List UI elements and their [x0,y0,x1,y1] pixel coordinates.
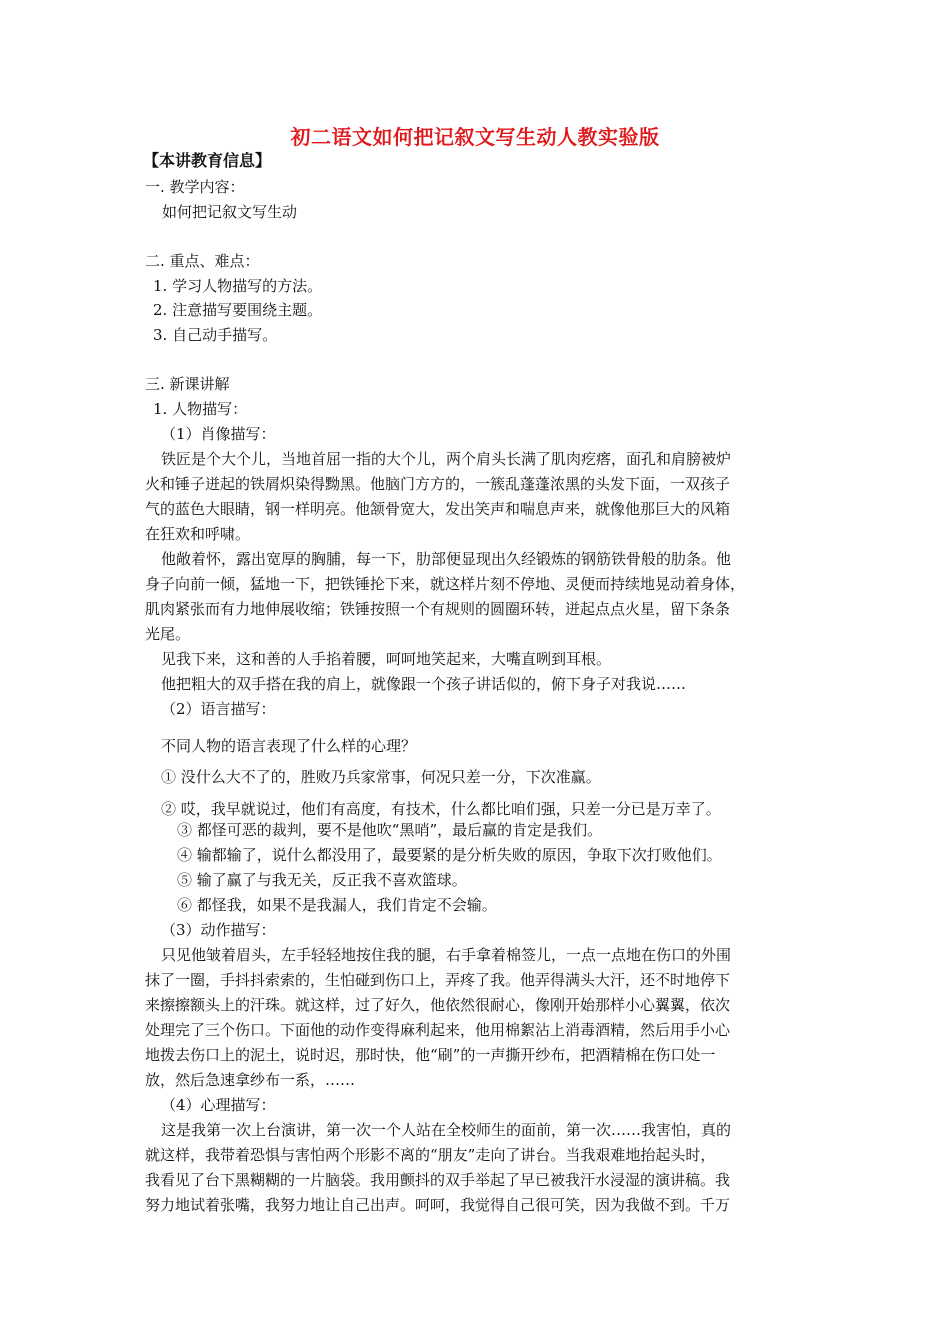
text-line: 他敞着怀，露出宽厚的胸脯，每一下，肋部便显现出久经锻炼的钢筋铁骨般的肋条。他 [161,550,732,568]
text-line: 身子向前一倾，猛地一下，把铁锤抡下来，就这样片刻不停地、灵便而持续地晃动着身体， [145,575,746,593]
text-line: 就这样，我带着恐惧与害怕两个形影不离的“朋友”走向了讲台。当我艰难地抬起头时， [145,1146,716,1164]
text-line: 不同人物的语言表现了什么样的心理？ [161,737,417,755]
text-line: ③ 都怪可恶的裁判，要不是他吹“黑哨”，最后赢的肯定是我们。 [177,821,603,839]
text-line: ① 没什么大不了的，胜败乃兵家常事，何况只差一分，下次准赢。 [161,768,601,786]
text-line: ② 哎，我早就说过，他们有高度，有技术，什么都比咱们强，只差一分已是万幸了。 [161,800,721,818]
text-line: 这是我第一次上台演讲，第一次一个人站在全校师生的面前，第一次……我害怕，真的 [161,1121,732,1139]
text-line: 三. 新课讲解 [145,375,230,393]
text-line: 3. 自己动手描写。 [153,326,278,344]
document-title: 初二语文如何把记叙文写生动人教实验版 [290,125,660,149]
text-line: 来擦擦额头上的汗珠。就这样，过了好久，他依然很耐心，像刚开始那样小心翼翼，依次 [145,996,731,1014]
text-line: （3）动作描写： [161,921,276,939]
text-line: 2. 注意描写要围绕主题。 [153,301,323,319]
text-line: 只见他皱着眉头，左手轻轻地按住我的腿，右手拿着棉签儿，一点一点地在伤口的外围 [161,946,732,964]
section-header: 【本讲教育信息】 [143,151,272,170]
text-line: 抹了一圈，手抖抖索索的，生怕碰到伤口上，弄疼了我。他弄得满头大汗，还不时地停下 [145,971,731,989]
text-line: 地拨去伤口上的泥土，说时迟，那时快，他“刷”的一声撕开纱布，把酒精棉在伤口处一 [145,1046,716,1064]
text-line: 努力地试着张嘴，我努力地让自己出声。呵呵，我觉得自己很可笑，因为我做不到。千万 [145,1196,731,1214]
text-line: 放，然后急速拿纱布一系，…… [145,1071,356,1089]
text-line: 1. 学习人物描写的方法。 [153,277,323,295]
text-line: 见我下来，这和善的人手掐着腰，呵呵地笑起来，大嘴直咧到耳根。 [161,650,612,668]
text-line: ⑥ 都怪我，如果不是我漏人，我们肯定不会输。 [177,896,497,914]
text-line: 处理完了三个伤口。下面他的动作变得麻利起来，他用棉絮沾上消毒酒精，然后用手小心 [145,1021,731,1039]
text-line: 我看见了台下黑糊糊的一片脑袋。我用颤抖的双手举起了早已被我汗水浸湿的演讲稿。我 [145,1171,731,1189]
text-line: （1）肖像描写： [161,425,276,443]
text-line: 在狂欢和呼啸。 [145,525,251,543]
text-line: 1. 人物描写： [153,400,248,418]
text-line: ④ 输都输了，说什么都没用了，最要紧的是分析失败的原因，争取下次打败他们。 [177,846,722,864]
text-line: 火和锤子迸起的铁屑炽染得黝黑。他脑门方方的，一簇乱蓬蓬浓黑的头发下面，一双孩子 [145,475,731,493]
text-line: 一. 教学内容： [145,178,245,196]
text-line: 铁匠是个大个儿，当地首屈一指的大个儿，两个肩头长满了肌肉疙瘩，面孔和肩膀被炉 [161,450,732,468]
text-line: 如何把记叙文写生动 [162,203,298,221]
text-line: 他把粗大的双手搭在我的肩上，就像跟一个孩子讲话似的，俯下身子对我说…… [161,675,687,693]
text-line: （2）语言描写： [161,700,276,718]
text-line: 肌肉紧张而有力地伸展收缩；铁锤按照一个有规则的圆圈环转，迸起点点火星，留下条条 [145,600,731,618]
text-line: 光尾。 [145,625,191,643]
text-line: 二. 重点、难点： [145,252,260,270]
text-line: 气的蓝色大眼睛，钢一样明亮。他颔骨宽大，发出笑声和喘息声来，就像他那巨大的风箱 [145,500,731,518]
text-line: ⑤ 输了赢了与我无关，反正我不喜欢篮球。 [177,871,467,889]
text-line: （4）心理描写： [161,1096,276,1114]
